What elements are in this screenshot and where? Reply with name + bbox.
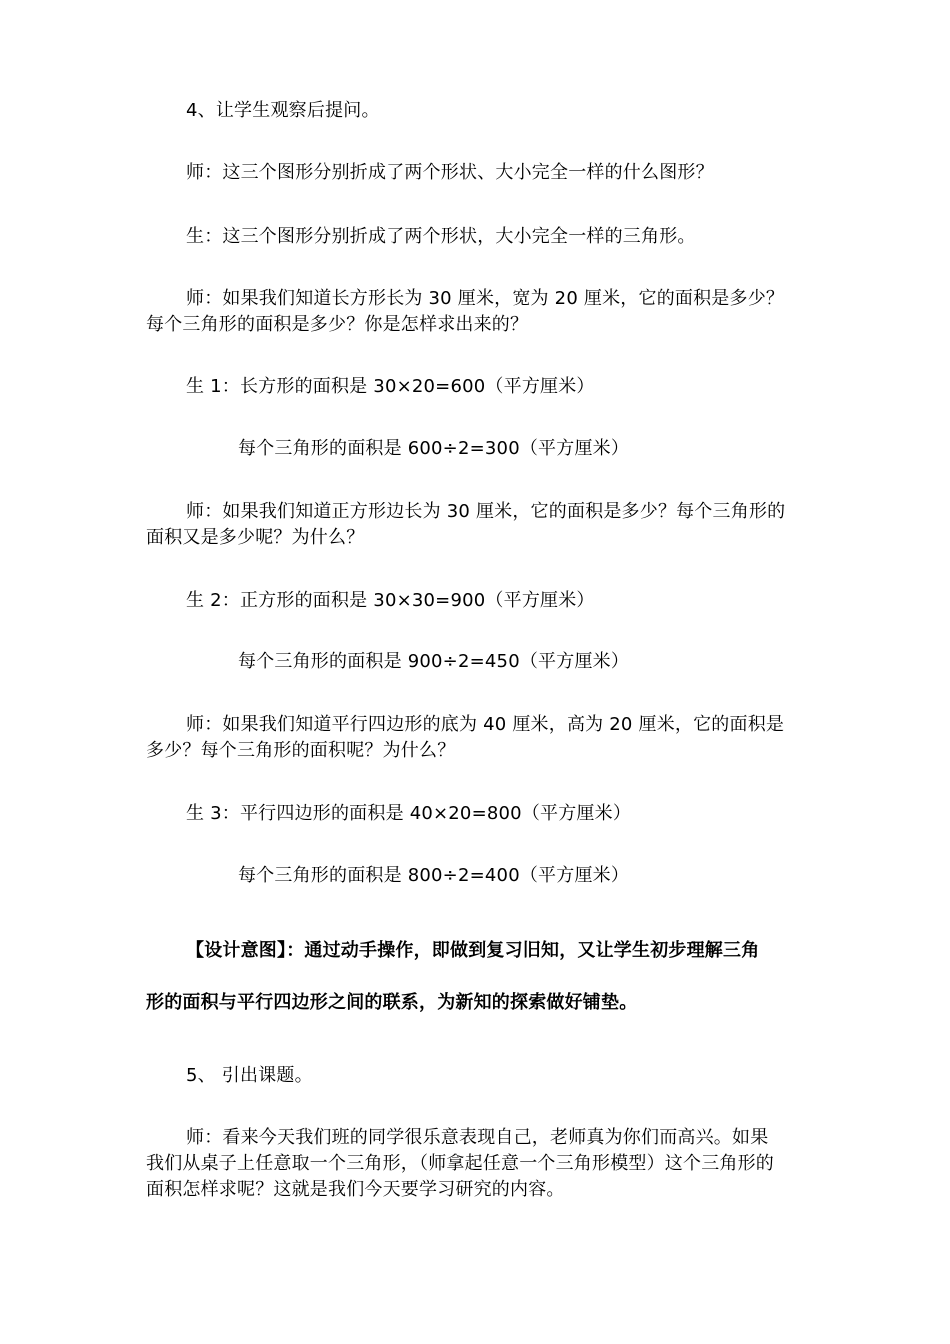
step-4-heading: 4、让学生观察后提问。	[186, 100, 380, 121]
design-intent-cont: 形的面积与平行四边形之间的联系，为新知的探索做好铺垫。	[146, 992, 638, 1013]
teacher-question-parallelogram-cont: 多少？每个三角形的面积呢？为什么？	[146, 740, 456, 761]
teacher-question-square: 师：如果我们知道正方形边长为 30 厘米，它的面积是多少？每个三角形的	[186, 501, 786, 522]
student-1-rectangle-area: 生 1：长方形的面积是 30×20=600（平方厘米）	[186, 376, 595, 397]
teacher-intro-paragraph-cont-2: 面积怎样求呢？这就是我们今天要学习研究的内容。	[146, 1179, 565, 1200]
teacher-question-square-cont: 面积又是多少呢？为什么？	[146, 527, 365, 548]
student-2-triangle-area: 每个三角形的面积是 900÷2=450（平方厘米）	[238, 651, 630, 672]
student-3-triangle-area: 每个三角形的面积是 800÷2=400（平方厘米）	[238, 865, 630, 886]
student-1-triangle-area: 每个三角形的面积是 600÷2=300（平方厘米）	[238, 438, 630, 459]
teacher-question-rectangle: 师：如果我们知道长方形长为 30 厘米，宽为 20 厘米，它的面积是多少？	[186, 288, 785, 309]
teacher-question-parallelogram: 师：如果我们知道平行四边形的底为 40 厘米，高为 20 厘米，它的面积是	[186, 714, 785, 735]
student-2-square-area: 生 2：正方形的面积是 30×30=900（平方厘米）	[186, 590, 595, 611]
design-intent: 【设计意图】：通过动手操作，即做到复习旧知，又让学生初步理解三角	[186, 940, 760, 961]
student-3-parallelogram-area: 生 3：平行四边形的面积是 40×20=800（平方厘米）	[186, 803, 632, 824]
teacher-intro-paragraph: 师：看来今天我们班的同学很乐意表现自己，老师真为你们而高兴。如果	[186, 1127, 769, 1148]
student-answer-1: 生：这三个图形分别折成了两个形状，大小完全一样的三角形。	[186, 226, 696, 247]
step-5-heading: 5、 引出课题。	[186, 1065, 313, 1086]
teacher-question-1: 师：这三个图形分别折成了两个形状、大小完全一样的什么图形？	[186, 162, 714, 183]
teacher-intro-paragraph-cont-1: 我们从桌子上任意取一个三角形，（师拿起任意一个三角形模型）这个三角形的	[146, 1153, 774, 1174]
teacher-question-rectangle-cont: 每个三角形的面积是多少？你是怎样求出来的？	[146, 314, 529, 335]
